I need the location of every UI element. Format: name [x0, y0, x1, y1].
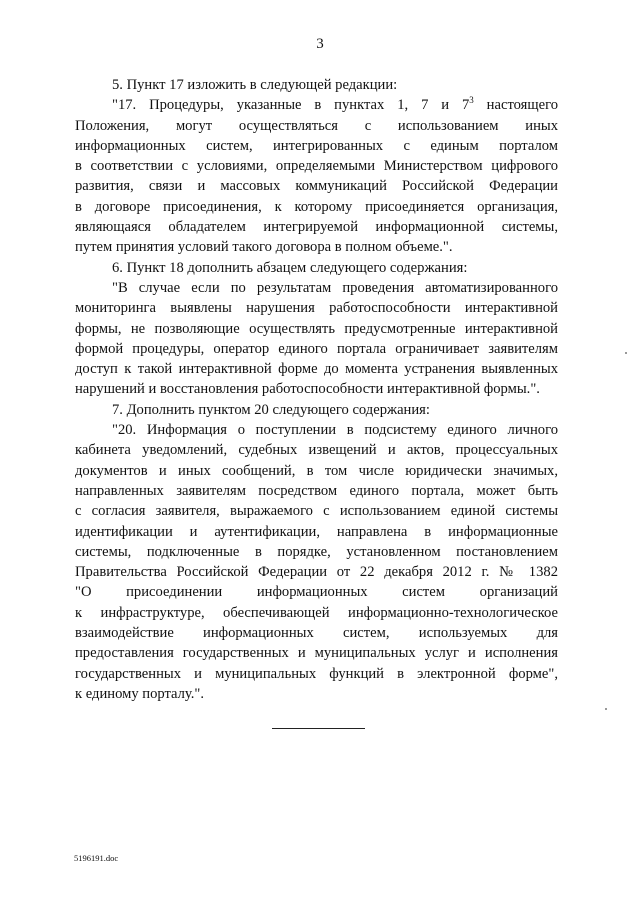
- text-line: информационных систем, интегрированных с единым порталом: [75, 137, 558, 154]
- text-line: мониторинга выявлены нарушения работоспособности интерактивной: [75, 300, 558, 317]
- text-line: документов и иных сообщений, в том числе юридически значимых,: [75, 462, 558, 479]
- text-line: кабинета уведомлений, судебных извещений и актов, процессуальных: [75, 442, 558, 459]
- superscript-3: 3: [469, 95, 474, 106]
- quote-line: "20. Информация о поступлении в подсистему единого личного: [112, 422, 558, 439]
- text-line: системы, подключенные в порядке, установленном постановлением: [75, 543, 558, 560]
- text-line: с согласия заявителя, выражаемого с использованием единой системы: [75, 503, 558, 520]
- file-name-footer: 5196191.doc: [74, 853, 119, 863]
- text-line: Положения, могут осуществляться с использованием иных: [75, 117, 558, 134]
- quote-17-text-start: "17. Процедуры, указанные в пунктах 1, 7 и 7: [112, 97, 470, 114]
- end-rule: [272, 728, 365, 729]
- text-line: взаимодействие информационных систем, используемых для: [75, 625, 558, 642]
- item-5-heading: 5. Пункт 17 изложить в следующей редакции:: [112, 77, 398, 93]
- text-line: "О присоединении информационных систем организаций: [75, 584, 558, 601]
- text-line: нарушений и восстановления работоспособности интерактивной формы.".: [75, 381, 540, 398]
- text-line: направленных заявителям посредством единого портала, может быть: [75, 482, 558, 499]
- page-number: 3: [316, 36, 324, 52]
- text-line: являющаяся обладателем интегрируемой информационной системы,: [75, 219, 558, 236]
- scan-speck: [625, 352, 627, 354]
- quote-17-line: [75, 95, 558, 115]
- quote-17-text-end: настоящего: [473, 97, 558, 114]
- text-line: путем принятия условий такого договора в полном объеме.".: [75, 239, 453, 256]
- text-line: в соответствии с условиями, определяемыми Министерством цифрового: [75, 158, 558, 175]
- quote-line: "В случае если по результатам проведения автоматизированного: [112, 279, 558, 296]
- item-7-heading: 7. Дополнить пунктом 20 следующего содержания:: [112, 401, 430, 418]
- text-line: формой процедуры, оператор единого портала ограничивает заявителям: [75, 340, 558, 357]
- text-line: предоставления государственных и муниципальных услуг и исполнения: [75, 645, 558, 662]
- text-line: Правительства Российской Федерации от 22 декабря 2012 г. № 1382: [75, 564, 558, 581]
- text-line: в договоре присоединения, к которому присоединяется организация,: [75, 198, 558, 215]
- text-line: развития, связи и массовых коммуникаций Российской Федерации: [75, 178, 558, 195]
- text-line: к инфраструктуре, обеспечивающей информационно-технологическое: [75, 604, 558, 621]
- document-body: [75, 75, 558, 704]
- text-line: государственных и муниципальных функций в электронной форме",: [75, 665, 558, 682]
- text-line: к единому порталу.".: [75, 685, 205, 702]
- text-line: доступ к такой интерактивной форме до момента устранения выявленных: [75, 361, 558, 378]
- text-line: идентификации и аутентификации, направлена в информационные: [75, 523, 558, 540]
- text-line: формы, не позволяющие осуществлять предусмотренные интерактивной: [75, 320, 558, 337]
- item-6-heading: 6. Пункт 18 дополнить абзацем следующего содержания:: [112, 259, 468, 276]
- scan-speck: [605, 708, 607, 710]
